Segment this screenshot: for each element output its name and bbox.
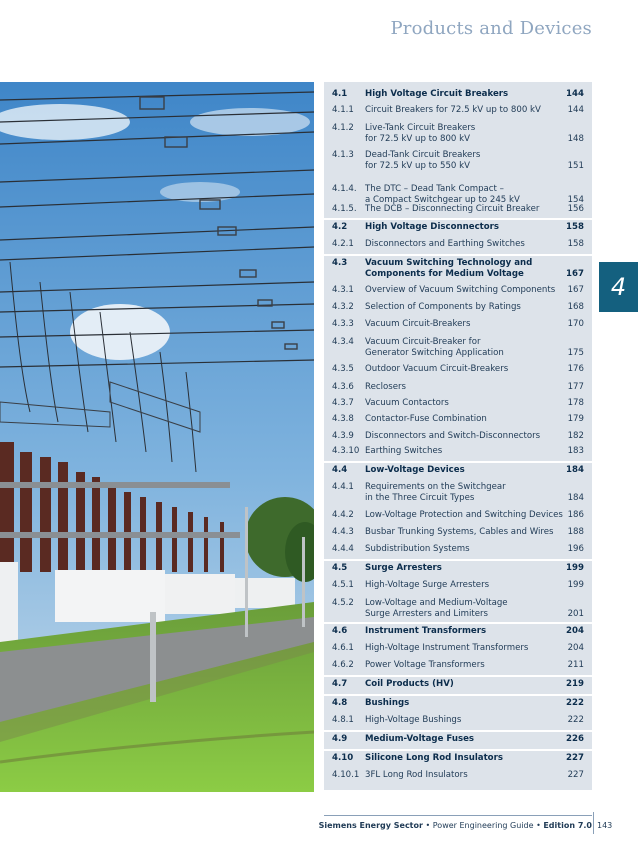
toc-page: 204 — [567, 643, 584, 653]
toc-page: 179 — [567, 414, 584, 424]
toc-page: 184 — [567, 493, 584, 503]
toc-title-line: Contactor-Fuse Combination — [365, 414, 487, 424]
toc-title — [365, 527, 565, 538]
toc-separator — [324, 675, 592, 677]
toc-title — [365, 382, 565, 393]
toc-number: 4.4.3 — [332, 527, 354, 537]
toc-title — [365, 598, 565, 620]
toc-title — [365, 563, 565, 574]
toc-separator — [324, 461, 592, 463]
toc-title-line: for 72.5 kV up to 550 kV — [365, 161, 470, 171]
toc-page: 227 — [567, 770, 584, 780]
toc-title-line: Low-Voltage Devices — [365, 465, 465, 475]
toc-number: 4.3 — [332, 258, 348, 268]
toc-number: 4.1.2 — [332, 123, 354, 133]
toc-title — [365, 482, 565, 504]
toc-title-line: Live-Tank Circuit Breakers — [365, 123, 476, 133]
footer-divider — [593, 812, 594, 834]
toc-title-line: High Voltage Circuit Breakers — [365, 89, 509, 99]
toc-number: 4.1.5. — [332, 204, 357, 214]
toc-title-line: Reclosers — [365, 382, 407, 392]
toc-title — [365, 753, 565, 764]
toc-page: 222 — [567, 715, 584, 725]
toc-title-line: Disconnectors and Earthing Switches — [365, 239, 525, 249]
toc-title-line: Coil Products (HV) — [365, 679, 454, 689]
toc-title-line: Silicone Long Rod Insulators — [365, 753, 503, 763]
toc-separator — [324, 694, 592, 696]
toc-title — [365, 89, 565, 100]
toc-title-line: Outdoor Vacuum Circuit-Breakers — [365, 364, 509, 374]
toc-number: 4.4.4 — [332, 544, 354, 554]
footer-edition: Edition 7.0 — [543, 821, 592, 830]
footer-brand: Siemens Energy Sector — [318, 821, 423, 830]
toc-page: 204 — [566, 626, 584, 636]
toc-title — [365, 734, 565, 745]
toc-title-line: High-Voltage Surge Arresters — [365, 580, 490, 590]
toc-number: 4.3.5 — [332, 364, 354, 374]
toc-page: 144 — [566, 89, 584, 99]
toc-title-line: Overview of Vacuum Switching Components — [365, 285, 556, 295]
footer-rule — [324, 815, 592, 816]
toc-number: 4.6.1 — [332, 643, 354, 653]
toc-page: 183 — [567, 446, 584, 456]
toc-title — [365, 465, 565, 476]
toc-number: 4.3.2 — [332, 302, 354, 312]
toc-page: 196 — [567, 544, 584, 554]
toc-title-line: Requirements on the Switchgear — [365, 482, 506, 492]
toc-number: 4.3.7 — [332, 398, 354, 408]
footer-bullet: • — [422, 821, 433, 830]
toc-page: 199 — [566, 563, 584, 573]
toc-page: 176 — [567, 364, 584, 374]
toc-number: 4.3.10 — [332, 446, 360, 456]
toc-separator — [324, 730, 592, 732]
toc-number: 4.5.2 — [332, 598, 354, 608]
toc-title — [365, 258, 565, 280]
toc-title-line: Vacuum Circuit-Breaker for — [365, 337, 481, 347]
toc-separator — [324, 749, 592, 751]
toc-title — [365, 222, 565, 233]
table-of-contents — [324, 82, 592, 790]
toc-title — [365, 643, 565, 654]
toc-title — [365, 679, 565, 690]
toc-number: 4.2.1 — [332, 239, 354, 249]
toc-page: 177 — [567, 382, 584, 392]
toc-title-line: Vacuum Switching Technology and — [365, 258, 533, 268]
toc-number: 4.10.1 — [332, 770, 360, 780]
toc-number: 4.8 — [332, 698, 348, 708]
toc-page: 182 — [567, 431, 584, 441]
toc-title — [365, 431, 565, 442]
toc-number: 4.1.3 — [332, 150, 354, 160]
toc-page: 186 — [567, 510, 584, 520]
toc-title-line: for 72.5 kV up to 800 kV — [365, 134, 470, 144]
toc-page: 184 — [566, 465, 584, 475]
toc-title — [365, 544, 565, 555]
toc-title — [365, 239, 565, 250]
toc-page: 168 — [567, 302, 584, 312]
toc-number: 4.7 — [332, 679, 348, 689]
toc-title-line: in the Three Circuit Types — [365, 493, 475, 503]
toc-title — [365, 414, 565, 425]
toc-title — [365, 770, 565, 781]
toc-title-line: Generator Switching Application — [365, 348, 504, 358]
toc-page: 151 — [567, 161, 584, 171]
toc-title — [365, 337, 565, 359]
toc-title-line: Components for Medium Voltage — [365, 269, 524, 279]
toc-title-line: Bushings — [365, 698, 410, 708]
toc-number: 4.4.1 — [332, 482, 354, 492]
toc-title-line: Power Voltage Transformers — [365, 660, 485, 670]
toc-page: 154 — [567, 195, 584, 205]
toc-page: 175 — [567, 348, 584, 358]
toc-title-line: Low-Voltage Protection and Switching Devices — [365, 510, 563, 520]
chapter-tab[interactable]: 4 — [599, 262, 638, 312]
toc-page: 211 — [567, 660, 584, 670]
toc-page: 199 — [567, 580, 584, 590]
toc-number: 4.8.1 — [332, 715, 354, 725]
toc-page: 167 — [566, 269, 584, 279]
page-title: Products and Devices — [390, 18, 592, 39]
toc-title — [365, 715, 565, 726]
toc-title-line: Subdistribution Systems — [365, 544, 470, 554]
toc-page: 170 — [567, 319, 584, 329]
toc-number: 4.3.6 — [332, 382, 354, 392]
toc-title — [365, 319, 565, 330]
toc-title-line: High-Voltage Bushings — [365, 715, 462, 725]
toc-title-line: High Voltage Disconnectors — [365, 222, 500, 232]
toc-number: 4.2 — [332, 222, 348, 232]
toc-title — [365, 204, 565, 215]
toc-title-line: Medium-Voltage Fuses — [365, 734, 475, 744]
toc-number: 4.3.1 — [332, 285, 354, 295]
toc-number: 4.3.8 — [332, 414, 354, 424]
toc-title-line: Surge Arresters and Limiters — [365, 609, 489, 619]
toc-number: 4.4.2 — [332, 510, 354, 520]
toc-title — [365, 184, 565, 206]
toc-page: 178 — [567, 398, 584, 408]
toc-number: 4.5 — [332, 563, 348, 573]
substation-photo — [0, 82, 314, 792]
toc-page: 222 — [566, 698, 584, 708]
toc-title-line: Vacuum Circuit-Breakers — [365, 319, 471, 329]
toc-number: 4.1.4. — [332, 184, 357, 194]
toc-title-line: Busbar Trunking Systems, Cables and Wires — [365, 527, 554, 537]
toc-title — [365, 660, 565, 671]
toc-page: 227 — [566, 753, 584, 763]
toc-separator — [324, 254, 592, 256]
toc-page: 156 — [567, 204, 584, 214]
toc-title — [365, 510, 565, 521]
toc-title-line: Circuit Breakers for 72.5 kV up to 800 kV — [365, 105, 541, 115]
toc-page: 201 — [567, 609, 584, 619]
toc-title-line: Low-Voltage and Medium-Voltage — [365, 598, 508, 608]
toc-number: 4.4 — [332, 465, 348, 475]
toc-title-line: Selection of Components by Ratings — [365, 302, 521, 312]
footer — [319, 821, 592, 830]
toc-title-line: Instrument Transformers — [365, 626, 487, 636]
toc-page: 148 — [567, 134, 584, 144]
toc-title — [365, 580, 565, 591]
toc-title-line: The DTC – Dead Tank Compact – — [365, 184, 504, 194]
footer-bullet: • — [533, 821, 544, 830]
toc-number: 4.6.2 — [332, 660, 354, 670]
toc-number: 4.3.9 — [332, 431, 354, 441]
toc-title — [365, 150, 565, 172]
toc-page: 219 — [566, 679, 584, 689]
toc-page: 167 — [567, 285, 584, 295]
toc-separator — [324, 218, 592, 220]
toc-title — [365, 446, 565, 457]
toc-title — [365, 364, 565, 375]
toc-page: 158 — [566, 222, 584, 232]
toc-page: 226 — [566, 734, 584, 744]
toc-title-line: Dead-Tank Circuit Breakers — [365, 150, 481, 160]
toc-title — [365, 285, 565, 296]
toc-number: 4.6 — [332, 626, 348, 636]
toc-number: 4.5.1 — [332, 580, 354, 590]
toc-separator — [324, 622, 592, 624]
toc-title — [365, 302, 565, 313]
toc-title-line: Surge Arresters — [365, 563, 442, 573]
toc-title — [365, 626, 565, 637]
toc-separator — [324, 559, 592, 561]
toc-title — [365, 123, 565, 145]
toc-title-line: a Compact Switchgear up to 245 kV — [365, 195, 520, 205]
toc-title — [365, 398, 565, 409]
page-number: 143 — [597, 821, 613, 830]
toc-title-line: Earthing Switches — [365, 446, 443, 456]
footer-guide: Power Engineering Guide — [432, 821, 534, 830]
toc-page: 188 — [567, 527, 584, 537]
toc-number: 4.3.4 — [332, 337, 354, 347]
toc-title — [365, 105, 565, 116]
toc-number: 4.1 — [332, 89, 348, 99]
toc-page: 144 — [567, 105, 584, 115]
toc-number: 4.10 — [332, 753, 354, 763]
toc-number: 4.3.3 — [332, 319, 354, 329]
toc-number: 4.1.1 — [332, 105, 354, 115]
toc-title-line: High-Voltage Instrument Transformers — [365, 643, 529, 653]
toc-title-line: The DCB – Disconnecting Circuit Breaker — [365, 204, 540, 214]
toc-number: 4.9 — [332, 734, 348, 744]
toc-title-line: 3FL Long Rod Insulators — [365, 770, 468, 780]
toc-page: 158 — [567, 239, 584, 249]
toc-title-line: Disconnectors and Switch-Disconnectors — [365, 431, 541, 441]
toc-title — [365, 698, 565, 709]
toc-title-line: Vacuum Contactors — [365, 398, 449, 408]
